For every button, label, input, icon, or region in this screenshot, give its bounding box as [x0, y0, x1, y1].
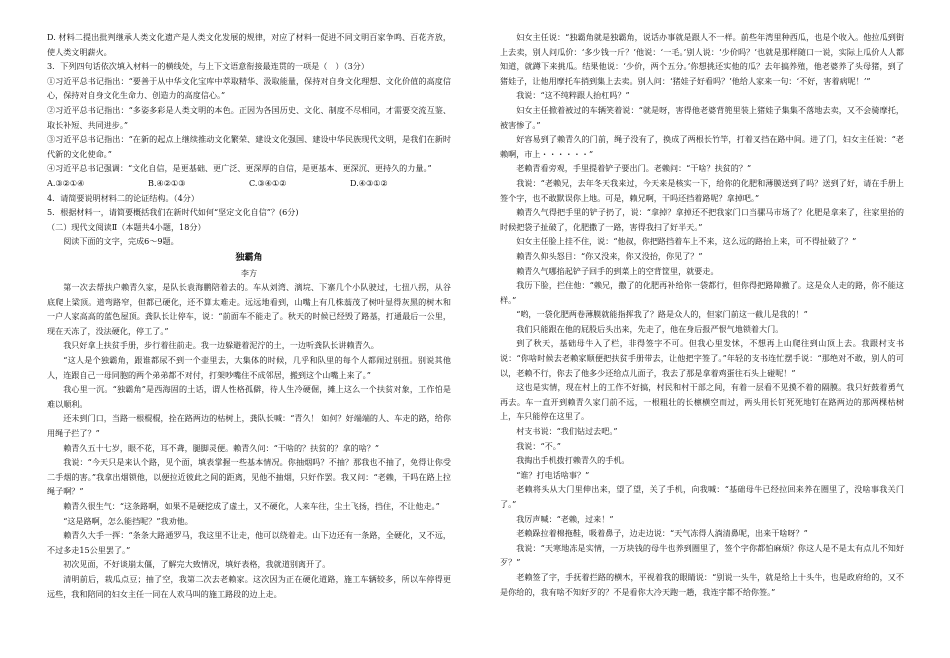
option-b: B.④②①③ — [148, 177, 186, 188]
story-paragraph: 赖青久气得把手里的铲子扔了，说：“拿掉？拿掉还不把我家门口当骡马市场了？化肥是拿来了，往家里抬的时候把袋子扯破了，化肥撒了一路，害得我扫了好半天。” — [500, 207, 904, 232]
story-paragraph: 老赖青看旁观，手里提着铲子要出门。老赖问：“干啥？扶贫的？” — [516, 163, 752, 174]
story-paragraph: 我只好拿上扶贫手册，步行着往前走。我一边躲避着泥泞的土，一边听龚队长讲赖青久。 — [63, 340, 379, 351]
story-paragraph: 这也是实情，现在村上的工作不好搞，村民和村干部之间，有着一层看不见摸不着的隔膜。我只好鼓着勇气再去。车一直开到赖青久家门前不远，一根粗壮的长檩横空而过，两头用长钉死死地钉在路两边的那两棵枯树上，车只能停在这里了。 — [500, 382, 904, 422]
story-paragraph: 清明前后，栽瓜点豆；抽了空，我第二次去老赖家。这次因为正在硬化道路，施工车辆较多，所以车停得更远些，我和陪同的妇女主任一同在人欢马叫的施工路段的边上走。 — [47, 573, 451, 599]
story-title: 独霸角 — [235, 252, 263, 263]
story-paragraph: 妇女主任脸上挂不住，说：“他叔，你把路挡着车上不来，这么远的路抬上来，可不得扯破了？” — [516, 236, 857, 247]
story-paragraph: 我说：“今天只是来认个路，见个面，填表掌握一些基本情况。你抽烟吗？不抽？那我也不抽了，免得让你受二手烟的害。”我拿出烟锁他，以便拉近彼此之间的距离，见他不抽烟，只好作罢。我又问：“老赖，干吗在路上拉绳子啊？” — [47, 457, 451, 497]
story-paragraph: 赖青久气哪掐起铲子回手的到菜上的空背筐里，就要走。 — [516, 265, 719, 276]
story-paragraph: 赖青久很生气：“这条路啊，如果不是硬挖成了虚土，又不硬化，人来车往，尘土飞扬，挡住，不让他走。” — [63, 501, 440, 511]
question-3: 3．下列四句话依次填入材料一的横线处，与上下文语意衔接最连贯的一项是（ ）（3分） — [47, 61, 369, 72]
question-4: 4．请简要说明材料二的论证结构。（4分） — [47, 192, 199, 203]
story-paragraph: 村支书说：“我们钻过去吧。” — [516, 426, 618, 437]
story-paragraph: 我说：“天寒地冻是实情，一万块钱的母牛也养到圈里了，签个字你都怕麻烦？你这人是不是太有点儿不知好歹？” — [500, 542, 904, 568]
story-paragraph: “这是路啊，怎么能挡呢？”我劝他。 — [63, 515, 193, 526]
story-paragraph: 我掏出手机拨打赖青久的手机。 — [516, 455, 630, 466]
left-column — [47, 30, 451, 601]
question-3-sentence-3: ③习近平总书记指出：“在新的起点上继续推动文化繁荣、建设文化强国、建设中华民族现代文明，是我们在新时代新的文化使命。” — [47, 134, 451, 159]
story-paragraph: 我说：“这不纯粹跟人抬杠吗？” — [516, 90, 630, 101]
option-d: D.④③①② — [350, 177, 388, 188]
story-paragraph: 妇女主任掀着被过的车辆笑着说：“就是呀，害得他老婆背篼里装上猪娃子集集不落地去卖，又不会骑摩托，被害惨了。” — [500, 104, 904, 130]
story-paragraph: 初次见面，不好谈崩太僵，了解完大致情况，填好表格，我就道别离开了。 — [63, 559, 331, 570]
story-paragraph: 赖青久五十七岁，眼不花，耳不聋，腿脚灵便。赖青久问：“干啥的？扶贫的？拿的啥？” — [63, 442, 380, 453]
question-3-sentence-4: ④习近平总书记强调：“文化自信，是更基础、更广泛、更深厚的自信，是更基本、更深沉、更持久的力量。” — [47, 163, 432, 174]
reading-instruction: 阅读下面的文字，完成6～9题。 — [63, 236, 179, 247]
story-paragraph: 赖青久大手一挥：“条条大路通罗马，我这里不让走，他可以绕着走。山下边还有一条路，全硬化，又不远，不过多走15公里罢了。” — [47, 530, 451, 555]
story-paragraph: 我厉声喊：“老赖，过来！” — [516, 513, 614, 524]
answer-options — [47, 176, 451, 191]
story-paragraph: 我说：“老赖兄，去年冬天我来过，今天来是核实一下，给你的化肥和薄膜送到了吗？送到了好，请在手册上签个字，也不敢默误你上地。可是，赖兄啊，干吗还挡着路呢？拿掉吧。” — [500, 177, 904, 203]
story-paragraph: “这人是个独霸角，跟谁都尿不到一个壶里去，大集体的时候，几乎和队里的每个人都闹过别扭。别说其他人，连跟自己一母同胞的两个弟弟都不对付，打架吵嘴住不成邻居，搬到这个山嘴上来了。” — [47, 355, 451, 380]
story-paragraph: 老赖签了字，手抚着拦路的横木，平视着我的眼睛说：“别说一头牛，就是给上十头牛，也是政府给的，又不是你给的，我有啥不知好歹的？不是看你大冷天跑一趟，我连字都不给你签。” — [500, 571, 904, 597]
story-paragraph: 老赖将头从大门里伸出来，望了望，关了手机，向我喊：“基础母牛已经拉回来养在圈里了，没啥事我关门了。” — [500, 484, 904, 509]
story-paragraph: 老赖跺拉着棉拖鞋，吸着鼻子，边走边说：“天气冻得人淌清鼻呢，出来干啥呀？” — [516, 528, 808, 539]
question-3-sentence-1: ①习近平总书记指出：“要善于从中华文化宝库中萃取精华、汲取能量，保持对自身文化理想、文化价值的高度信心，保持对自身文化生命力、创造力的高度信心。” — [47, 75, 451, 101]
option-c: C.③④①② — [249, 177, 287, 188]
right-column — [500, 30, 904, 599]
question-5: 5．根据材料一，请简要概括我们在新时代如何“坚定文化自信”？(6分) — [47, 207, 299, 218]
question-3-sentence-2: ②习近平总书记指出：“多姿多彩是人类文明的本色。正因为各国历史、文化、制度不尽相同，才需要交流互鉴、取长补短、共同进步。” — [47, 104, 451, 130]
story-paragraph: 赖青久仰头怒目：“你又没来，你又没抬，你见了？” — [516, 250, 703, 261]
story-paragraph: 好容易到了赖青久的门前，绳子没有了，换成了两根长竹竿，打着叉挡在路中间。进了门，妇女主任说：“老赖啊，市上・・・・・・” — [500, 134, 904, 159]
story-paragraph: 我们只能跟在他的屁股后头出来，先走了，他在身后报严恨气地锁着大门。 — [516, 323, 784, 334]
story-paragraph: 妇女主任说：“独霸角就是独霸角，说话办事就是跟人不一样。前些年湾里种西瓜，也是个收入。他拉瓜到街上去卖，别人问瓜价：‘多少钱一斤？’他说：‘一毛。’别人说：‘少价吗？’也就是那样随口一说，实际上瓜价人人都知道，就蹲下来挑瓜。结果他说：‘少价，两个五分。’你想挑还实他的瓜？去年搞养殖，他老婆养了头母猪，到了猪娃子，让他用摩托车捎到集上去卖。别人问：‘猪娃子好看吗？’他给人家来一句：‘不好，害着病呢！’” — [500, 32, 904, 86]
story-paragraph: 我心里一沉。“独霸角”是西海固的土话，谓人性格孤僻，待人生冷硬倔，摊上这么一个扶贫对象，工作怕是难以顺利。 — [47, 384, 451, 409]
story-paragraph: 到了秋天，基础母牛入了栏，非得签字不可。但我心里发怵，不想再上山爬往到山顶上去。我跟村支书说：“你啥时候去老赖家顺便把扶贫手册带去，让他把字签了。”年轻的支书连忙摆手说：“那绝对不敢，别人的可以，老赖不行，你去了他多少还给点儿面子，我去了那是拿着鸡蛋往石头上碰呢！” — [500, 338, 904, 378]
option-d-text: D. 材料二提出批判继承人类文化遗产是人类文化发展的规律，对应了材料一促进不同文明百家争鸣、百花齐放，使人类文明薪火。 — [47, 32, 451, 57]
story-paragraph: “哟，一袋化肥两卷薄膜就能指挥我了？路是众人的，但家门前这一截儿是我的！” — [516, 309, 808, 320]
story-paragraph: 第一次去帮扶户赖青久家，是队长袁海鹏陪着去的。车从刘湾、漓垸、下寨几个小队驶过，七扭八拐，从谷底爬上梁顶。道弯路窄，但都已硬化，还不算太难走。远远地看到，山嘴上有几株蓊茂了树叶显得灰黑的树木和一户人家高高的蓝色屋顶。龚队长让停车，说：“前面车不能走了。秋天的时候已经毁了路基，打通最后一公里，现在天冻了，没法硬化，停工了。” — [47, 282, 451, 336]
section-2-heading: （二）现代文阅读Ⅱ（本题共4小题，18分） — [47, 221, 206, 232]
story-paragraph: 我历下脸，拦住他：“赖兄，撒了的化肥再补给你一袋都行，但你得把路障撤了。这是众人走的路，你不能这样。” — [500, 280, 904, 305]
story-paragraph: “谁？打电话啥事？” — [516, 469, 590, 480]
option-a: A.③②①④ — [47, 177, 85, 188]
story-author: 李方 — [240, 267, 258, 278]
story-paragraph: 我说：“不。” — [516, 440, 561, 451]
story-paragraph: 还未到门口，当路一根棍棍，拴在路两边的枯树上，龚队长喊：“青久！ 如何？好端端的人、车走的路，给你用绳子拦了？” — [47, 413, 451, 439]
